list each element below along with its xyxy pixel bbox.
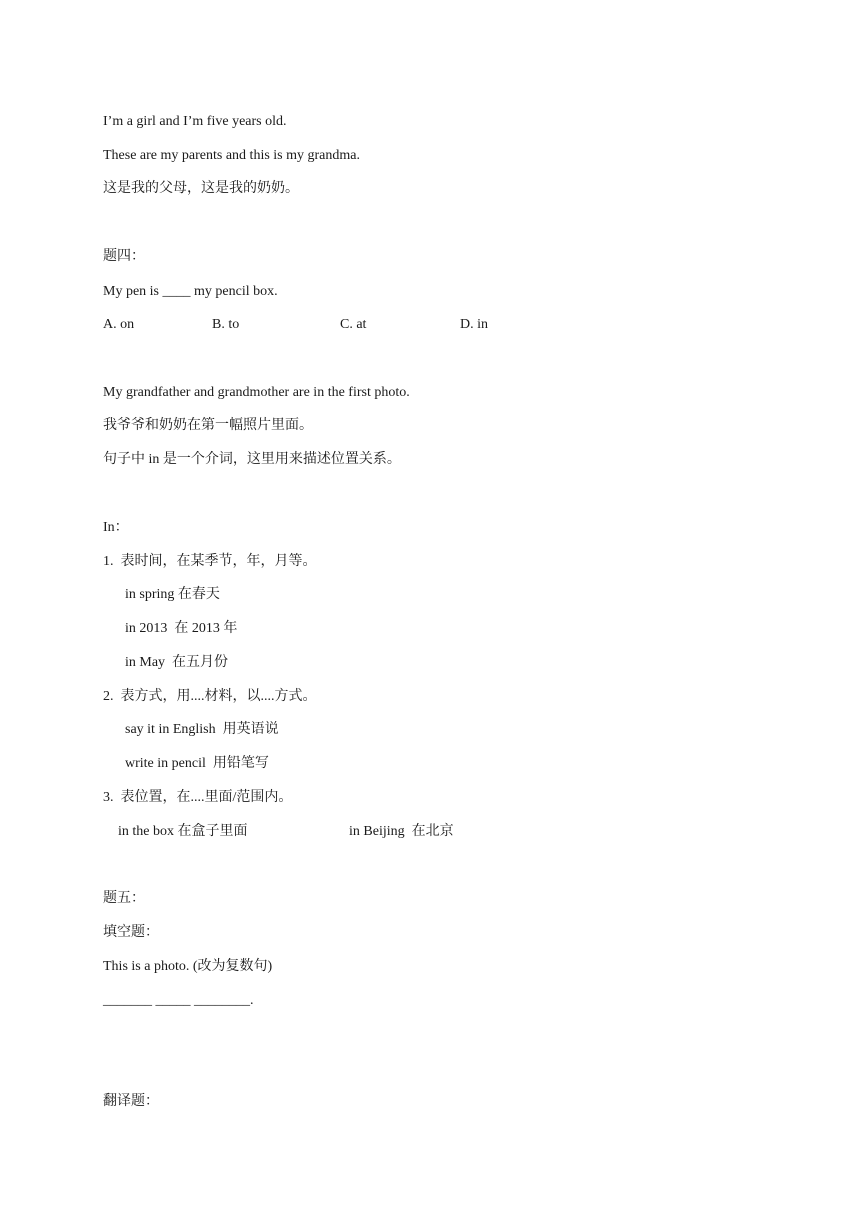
option-c: C. at xyxy=(340,317,367,332)
usage-example: in 2013 在 2013 年 xyxy=(125,621,238,636)
usage-example: in spring 在春天 xyxy=(125,587,220,602)
sentence-line: I’m a girl and I’m five years old. xyxy=(103,114,287,129)
question-text: My pen is ____ my pencil box. xyxy=(103,284,278,299)
question-title: 题四： xyxy=(103,249,145,264)
usage-example: in the box 在盒子里面 xyxy=(118,824,248,839)
usage-point: 1. 表时间，在某季节，年，月等。 xyxy=(103,554,317,569)
fill-blank: _______ _____ ________. xyxy=(103,993,254,1008)
usage-heading: In： xyxy=(103,520,129,535)
sentence-line: These are my parents and this is my grandma. xyxy=(103,148,360,163)
usage-point: 3. 表位置，在....里面/范围内。 xyxy=(103,790,293,805)
option-d: D. in xyxy=(460,317,488,332)
usage-example: in May 在五月份 xyxy=(125,655,229,670)
fill-question: This is a photo. (改为复数句) xyxy=(103,959,273,974)
explanation-line: My grandfather and grandmother are in the first photo. xyxy=(103,385,410,400)
option-a: A. on xyxy=(103,317,135,332)
explanation-line: 我爷爷和奶奶在第一幅照片里面。 xyxy=(103,418,313,433)
usage-point: 2. 表方式，用....材料，以....方式。 xyxy=(103,689,317,704)
fill-title: 填空题： xyxy=(103,925,159,940)
usage-example: write in pencil 用铅笔写 xyxy=(125,756,269,771)
usage-example: in Beijing 在北京 xyxy=(349,824,454,839)
usage-example: say it in English 用英语说 xyxy=(125,722,279,737)
translation-line: 这是我的父母，这是我的奶奶。 xyxy=(103,181,299,196)
option-b: B. to xyxy=(212,317,240,332)
explanation-line: 句子中 in 是一个介词，这里用来描述位置关系。 xyxy=(103,452,401,467)
question-title: 题五： xyxy=(103,891,145,906)
translate-title: 翻译题： xyxy=(103,1094,159,1109)
